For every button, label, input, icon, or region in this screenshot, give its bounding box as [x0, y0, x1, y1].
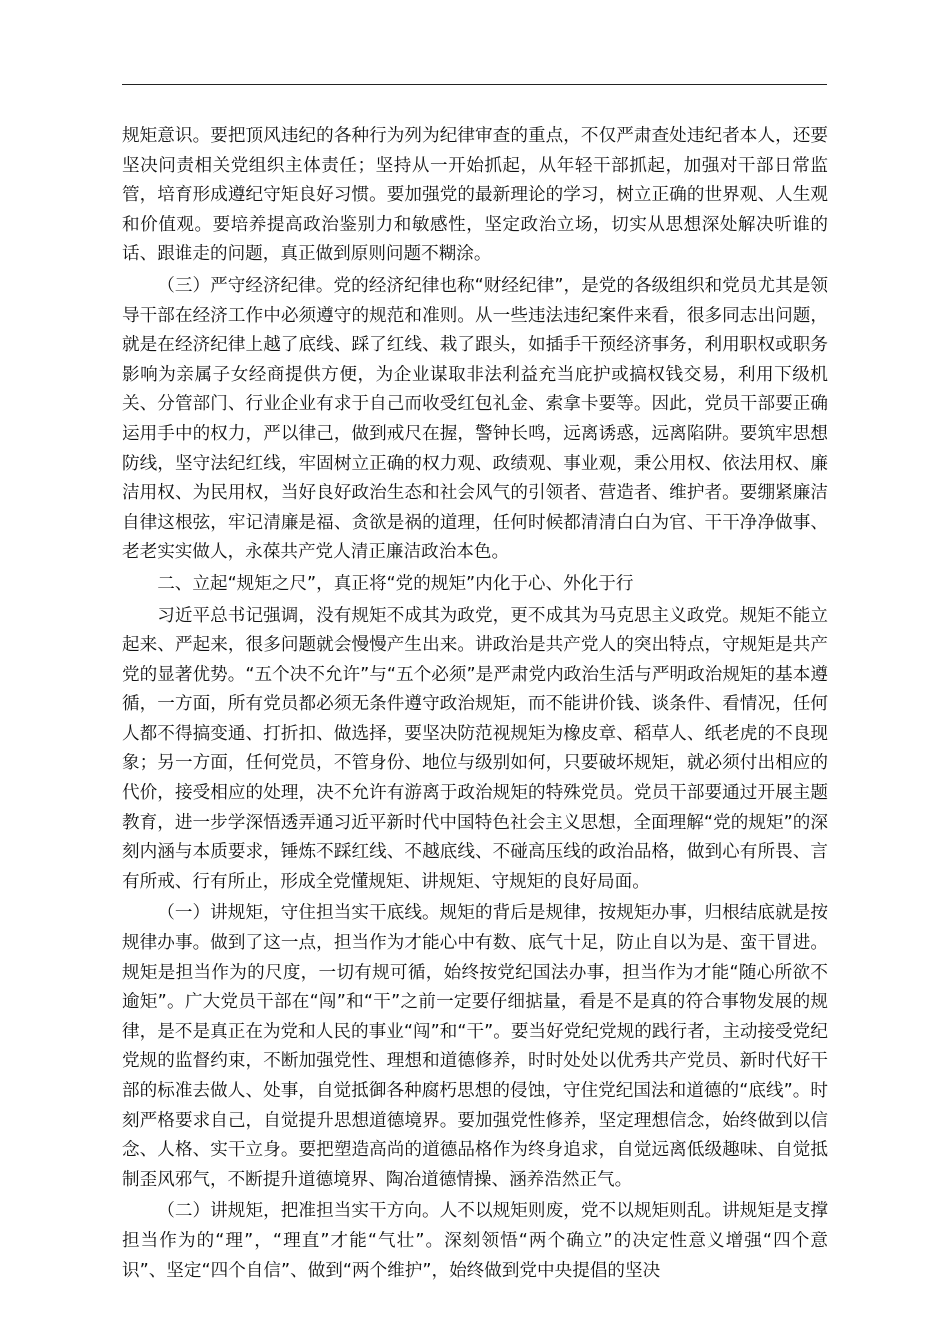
- section-heading-2: 二、立起“规矩之尺”，真正将“党的规矩”内化于心、外化于行: [157, 573, 634, 594]
- header-rule: [122, 84, 827, 85]
- paragraph-continuation: 规矩意识。要把顶风违纪的各种行为列为纪律审查的重点，不仅严肃查处违纪者本人，还要坚决问责相关党组织主体责任；坚持从一开始抓起，从年轻干部抓起，加强对干部日常监管，培育形成遵纪守矩良好习惯。要加强党的最新理论的学习，树立正确的世界观、人生观和价值观。要培养提高政治鉴别力和敏感性，坚定政治立场，切实从思想深处解决听谁的话、跟谁走的问题，真正做到原则问题不糊涂。: [122, 126, 828, 265]
- paragraph-rules-intro: 习近平总书记强调，没有规矩不成其为政党，更不成其为马克思主义政党。规矩不能立起来、严起来，很多问题就会慢慢产生出来。讲政治是共产党人的突出特点，守规矩是共产党的显著优势。“五个决不允许”与“五个必须”是严肃党内政治生活与严明政治规矩的基本遵循，一方面，所有党员都必须无条件遵守政治规矩，而不能讲价钱、谈条件、看情况，任何人都不得搞变通、打折扣、做选择，要坚决防范视规矩为橡皮章、稻草人、纸老虎的不良现象；另一方面，任何党员，不管身份、地位与级别如何，只要破坏规矩，就必须付出相应的代价，接受相应的处理，决不允许有游离于政治规矩的特殊党员。党员干部要通过开展主题教育，进一步学深悟透弄通习近平新时代中国特色社会主义思想，全面理解“党的规矩”的深刻内涵与本质要求，锤炼不踩红线、不越底线、不碰高压线的政治品格，做到心有所畏、言有所戒、行有所止，形成全党懂规矩、讲规矩、守规矩的良好局面。: [122, 605, 828, 892]
- paragraph-rules-direction: （二）讲规矩，把准担当实干方向。人不以规矩则废，党不以规矩则乱。讲规矩是支撑担当作为的“理”，“理直”才能“气壮”。深刻领悟“两个确立”的决定性意义增强“四个意识”、坚定“四个自信”、做到“两个维护”，始终做到党中央提倡的坚决: [122, 1201, 828, 1281]
- document-body: [122, 122, 828, 1288]
- paragraph-economic-discipline: （三）严守经济纪律。党的经济纪律也称“财经纪律”，是党的各级组织和党员尤其是领导干部在经济工作中必须遵守的规范和准则。从一些违法违纪案件来看，很多同志出问题，就是在经济纪律上越了底线、踩了红线、栽了跟头，如插手干预经济事务，利用职权或职务影响为亲属子女经商提供方便，为企业谋取非法利益充当庇护或搞权钱交易，利用下级机关、分管部门、行业企业有求于自己而收受红包礼金、索拿卡要等。因此，党员干部要正确运用手中的权力，严以律己，做到戒尺在握，警钟长鸣，远离诱惑，远离陷阱。要筑牢思想防线，坚守法纪红线，牢固树立正确的权力观、政绩观、事业观，秉公用权、依法用权、廉洁用权、为民用权，当好良好政治生态和社会风气的引领者、营造者、维护者。要绷紧廉洁自律这根弦，牢记清廉是福、贪欲是祸的道理，任何时候都清清白白为官、干干净净做事、老老实实做人，永葆共产党人清正廉洁政治本色。: [122, 275, 828, 563]
- paragraph-rules-bottom-line: （一）讲规矩，守住担当实干底线。规矩的背后是规律，按规矩办事，归根结底就是按规律办事。做到了这一点，担当作为才能心中有数、底气十足，防止自以为是、蛮干冒进。规矩是担当作为的尺度，一切有规可循，始终按党纪国法办事，担当作为才能“随心所欲不逾矩”。广大党员干部在“闯”和“干”之前一定要仔细掂量，看是不是真的符合事物发展的规律，是不是真正在为党和人民的事业“闯”和“干”。要当好党纪党规的践行者，主动接受党纪党规的监督约束，不断加强党性、理想和道德修养，时时处处以优秀共产党员、新时代好干部的标准去做人、处事，自觉抵御各种腐朽思想的侵蚀，守住党纪国法和道德的“底线”。时刻严格要求自己，自觉提升思想道德境界。要加强党性修养，坚定理想信念，始终做到以信念、人格、实干立身。要把塑造高尚的道德品格作为终身追求，自觉远离低级趣味、自觉抵制歪风邪气，不断提升道德境界、陶冶道德情操、涵养浩然正气。: [122, 903, 828, 1190]
